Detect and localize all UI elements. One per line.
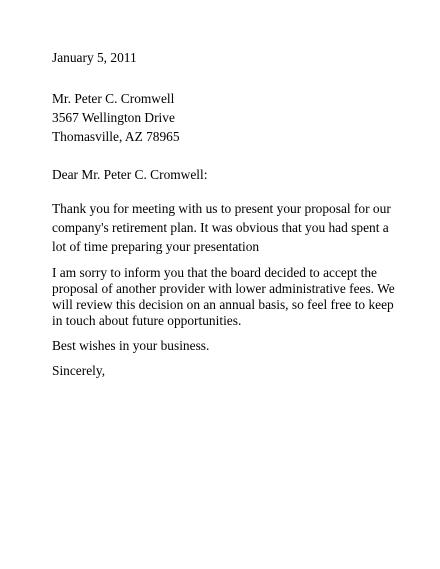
- recipient-name: Mr. Peter C. Cromwell: [52, 91, 175, 106]
- letter-body: [52, 48, 402, 380]
- salutation: Dear Mr. Peter C. Cromwell:: [52, 167, 208, 182]
- paragraph-thanks: [52, 199, 402, 256]
- recipient-address: [52, 89, 402, 146]
- letter-date: January 5, 2011: [52, 50, 137, 65]
- paragraph-line: I am sorry to inform you that the board decided to accept the: [52, 265, 377, 280]
- paragraph-line: proposal of another provider with lower administrative fees. We: [52, 281, 395, 296]
- paragraph-line: company's retirement plan. It was obvious that you had spent a: [52, 220, 389, 235]
- recipient-city-line: Thomasville, AZ 78965: [52, 129, 180, 144]
- paragraph-line: Thank you for meeting with us to present your proposal for our: [52, 201, 391, 216]
- paragraph-decision: [52, 265, 402, 329]
- paragraph-line: in touch about future opportunities.: [52, 313, 242, 328]
- recipient-street: 3567 Wellington Drive: [52, 110, 175, 125]
- paragraph-line: will review this decision on an annual basis, so feel free to keep: [52, 297, 394, 312]
- closing: Sincerely,: [52, 363, 106, 378]
- paragraph-line: lot of time preparing your presentation: [52, 239, 260, 254]
- best-wishes: Best wishes in your business.: [52, 338, 210, 353]
